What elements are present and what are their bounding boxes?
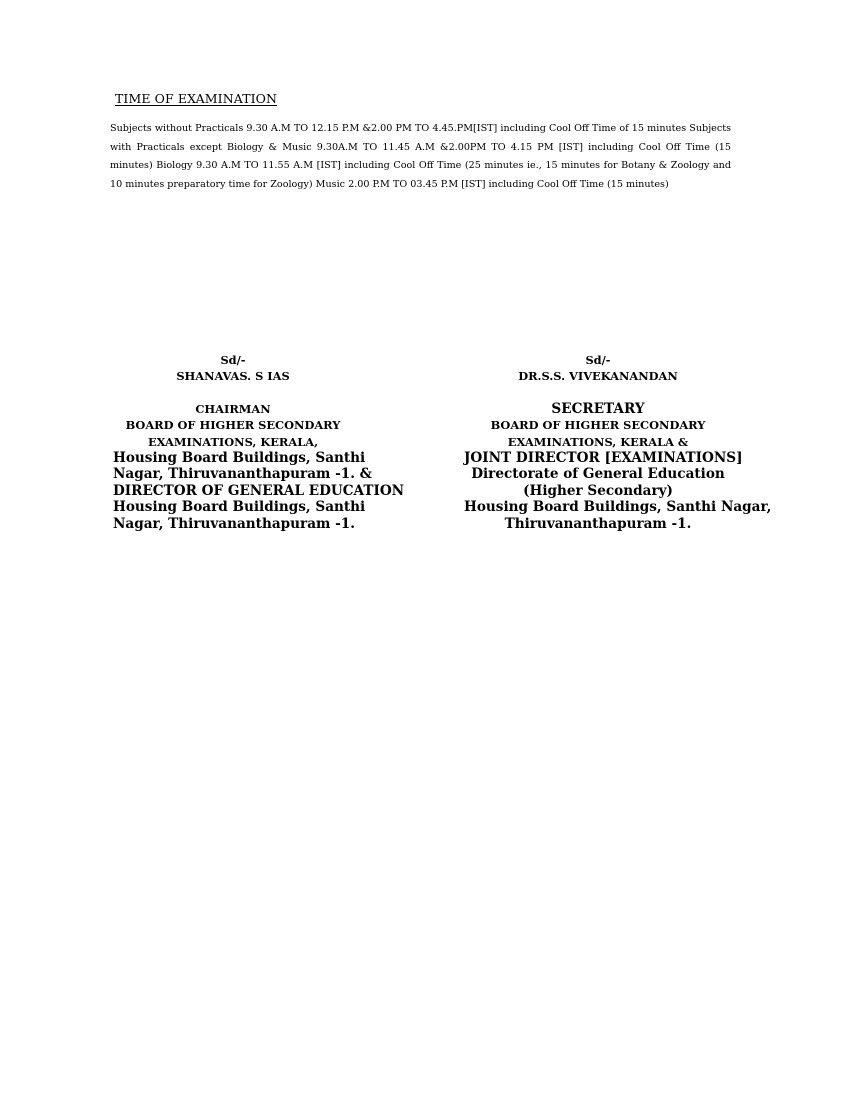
address-line: Nagar, Thiruvananthapuram -1. [113, 515, 355, 532]
board-name-line: BOARD OF HIGHER SECONDARY [490, 418, 706, 433]
schedule-line: Time (15 minutes) [579, 178, 669, 190]
address-line: Thiruvananthapuram -1. [504, 515, 692, 532]
secretary-signature-block [464, 352, 772, 532]
signatory-name: DR.S.S. VIVEKANANDAN [518, 369, 678, 384]
schedule-line: Subjects with Practicals except Biology & Music 9.30A.M TO 11.45 A.M &2.00PM TO 4.15 PM [IST] including Cool Off [110, 123, 731, 153]
signatory-designation: CHAIRMAN [195, 401, 271, 416]
spacer [113, 385, 353, 401]
board-name-line: EXAMINATIONS, KERALA & [507, 434, 689, 449]
wing-name: (Higher Secondary) [523, 482, 673, 499]
signatory-name: SHANAVAS. S IAS [176, 369, 290, 384]
schedule-line: Time (15 minutes) Biology 9.30 A.M TO 11.55 A.M [IST] including Cool Off Time (25 minutes ie., 15 minutes for [110, 141, 731, 171]
address-line: Nagar, Thiruvananthapuram -1. & [113, 466, 372, 483]
schedule-line: Botany & Zoology and 10 minutes preparatory time for Zoology) Music 2.00 P.M TO 03.45 P.M [IST] including Cool Off [110, 160, 731, 190]
address-line: Housing Board Buildings, Santhi [113, 499, 366, 516]
joint-director-title: JOINT DIRECTOR [EXAMINATIONS] [464, 450, 743, 467]
directorate-name: Directorate of General Education [471, 466, 725, 483]
spacer [464, 385, 732, 401]
board-name-line: EXAMINATIONS, KERALA, [147, 434, 319, 449]
chairman-signature-block [113, 352, 405, 532]
address-line: Housing Board Buildings, Santhi [113, 450, 366, 467]
exam-time-schedule [110, 120, 731, 194]
director-title: DIRECTOR OF GENERAL EDUCATION [113, 482, 405, 499]
signature-mark: Sd/- [220, 353, 246, 367]
schedule-line: Subjects without Practicals 9.30 A.M TO 12.15 P.M &2.00 PM TO 4.45.PM[IST] including Cool Off Time of 15 minutes [110, 123, 690, 134]
address-line: Housing Board Buildings, Santhi Nagar, [464, 499, 772, 516]
section-heading: TIME OF EXAMINATION [115, 91, 278, 106]
signature-mark: Sd/- [585, 353, 611, 367]
board-name-line: BOARD OF HIGHER SECONDARY [125, 418, 341, 433]
signatory-designation: SECRETARY [551, 400, 645, 417]
